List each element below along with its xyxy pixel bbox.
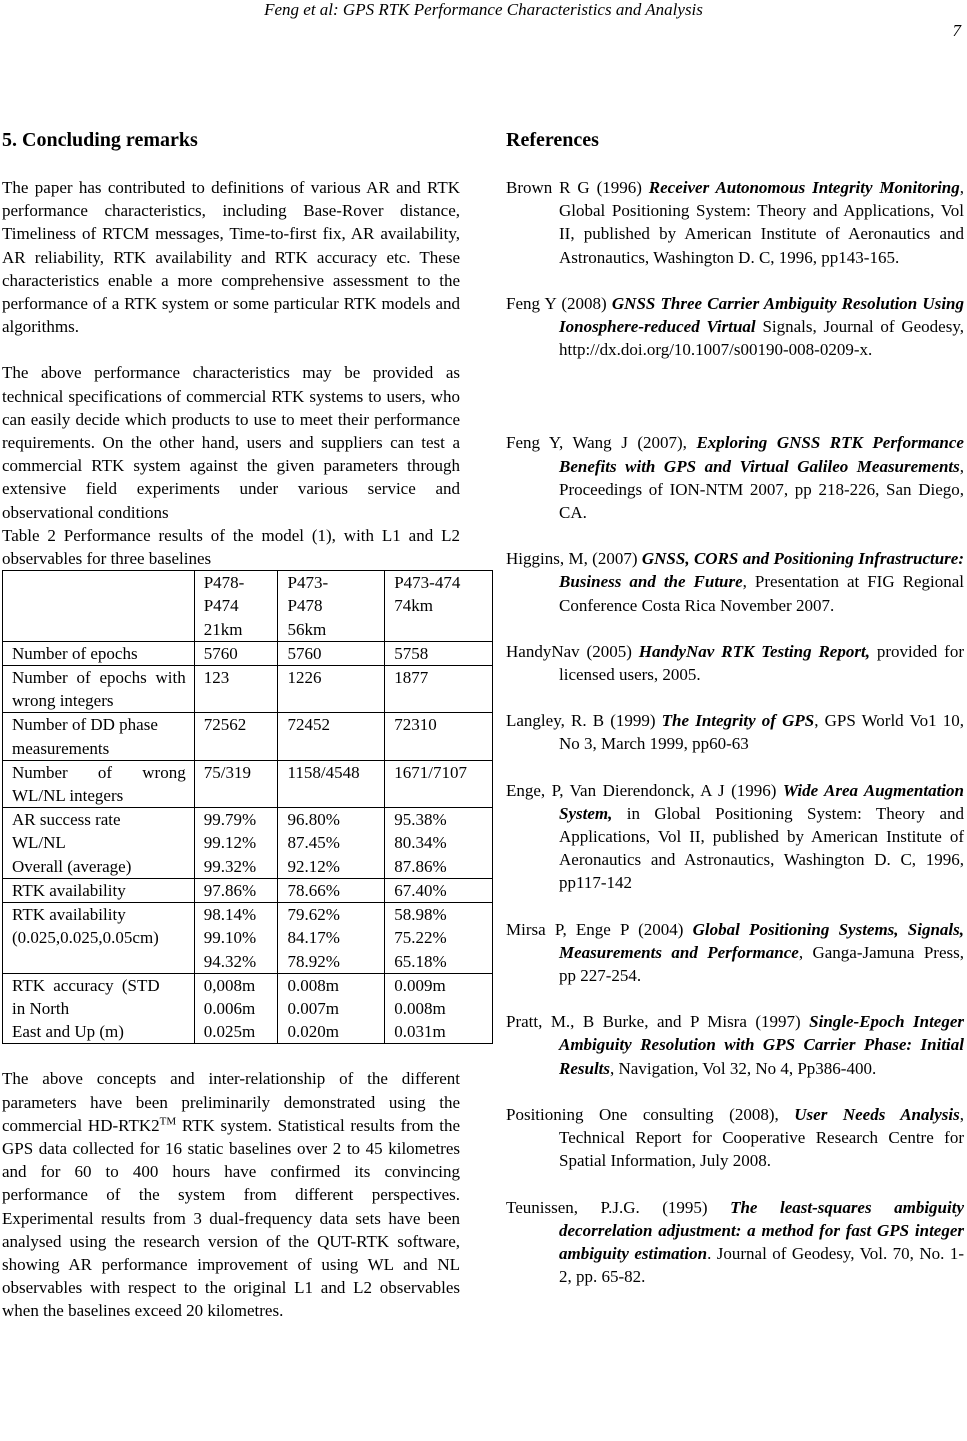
right-column <box>506 127 964 1288</box>
table-cell: 72452 <box>278 713 385 760</box>
paragraph-3: The above concepts and inter-relationship of the different parameters have been preliminarily demonstrated using the commercial HD-RTK2™ RTK system. Statistical results from the GPS data collected for 16 static baselines over 2 to 45 kilometres and for 60 to 400 hours have confirmed its convincing performance of the system from different perspectives. Experimental results from 3 dual-frequency data sets have been analysed using the research version of the QUT-RTK software, showing AR performance improvement of using WL and NL observables with respect to the original L1 and L2 observables when the baselines exceed 20 kilometres. <box>2 1069 460 1321</box>
table-column-header: P478- P474 21km <box>194 571 278 642</box>
table-cell: 96.80% 87.45% 92.12% <box>278 808 385 879</box>
reference-item: Pratt, M., B Burke, and P Misra (1997) Single-Epoch Integer Ambiguity Resolution with GPS Carrier Phase: Initial Results, Navigation, Vol 32, No 4, Pp386-400. <box>506 1012 964 1078</box>
table-row <box>3 760 493 807</box>
table-header-row <box>3 571 493 642</box>
table-cell: 75/319 <box>194 760 278 807</box>
table-row-label: Number of epochs with wrong integers <box>3 666 195 713</box>
reference-item: Brown R G (1996) Receiver Autonomous Integrity Monitoring, Global Positioning System: Theory and Applications, Vol II, published by American Institute of Aeronautics and Astronautics, Washington D. C, 1996, pp143-165. <box>506 178 964 267</box>
reference-item: Feng Y, Wang J (2007), Exploring GNSS RTK Performance Benefits with GPS and Virtual Galileo Measurements, Proceedings of ION-NTM 2007, pp 218-226, San Diego, CA. <box>506 433 964 523</box>
table-row <box>3 878 493 902</box>
section-heading-references: References <box>506 129 599 151</box>
table-cell: 123 <box>194 666 278 713</box>
table-cell: 1877 <box>385 666 493 713</box>
table-row-label: RTK accuracy (STD in North East and Up (m) <box>3 973 195 1044</box>
results-table <box>2 570 493 1044</box>
reference-item: Enge, P, Van Dierendonck, A J (1996) Wide Area Augmentation System, in Global Positioning System: Theory and Applications, Vol II, published by American Institute of Aeronautics and Astronautics, Washington D. C, 1996, pp117-142 <box>506 780 964 893</box>
paragraph-2: The above performance characteristics may be provided as technical specifications of commercial RTK systems to users, who can easily decide which products to use to meet their performance requirements. On the other hand, users and suppliers can test a commercial RTK system against the given parameters through extensive field experiments under various service and observational conditions <box>2 363 460 522</box>
table-cell: 5760 <box>194 641 278 665</box>
running-title: Feng et al: GPS RTK Performance Characteristics and Analysis <box>264 0 703 19</box>
table-row-label: RTK availability <box>3 878 195 902</box>
table-row <box>3 808 493 879</box>
trademark-mark: TM <box>159 1115 177 1128</box>
table-row <box>3 713 493 760</box>
table-cell: 99.79% 99.12% 99.32% <box>194 808 278 879</box>
table-row-label: RTK availability (0.025,0.025,0.05cm) <box>3 903 195 974</box>
table-cell: 72562 <box>194 713 278 760</box>
table-column-header: P473- P478 56km <box>278 571 385 642</box>
reference-item: Higgins, M, (2007) GNSS, CORS and Positioning Infrastructure: Business and the Future, Presentation at FIG Regional Conference Costa Rica November 2007. <box>506 549 965 615</box>
table-row <box>3 903 493 974</box>
table-cell: 0.008m 0.007m 0.020m <box>278 973 385 1044</box>
table-cell: 67.40% <box>385 878 493 902</box>
reference-item: Mirsa P, Enge P (2004) Global Positioning Systems, Signals, Measurements and Performance, Ganga-Jamuna Press, pp 227-254. <box>506 919 964 986</box>
table-cell: 58.98% 75.22% 65.18% <box>385 903 493 974</box>
table-row-label: Number of wrong WL/NL integers <box>3 760 195 807</box>
table-cell: 1226 <box>278 666 385 713</box>
reference-item: Feng Y (2008) GNSS Three Carrier Ambiguity Resolution Using Ionosphere-reduced Virtual Signals, Journal of Geodesy, http://dx.doi.org/10.1007/s00190-008-0209-x. <box>506 293 965 360</box>
table-cell: 1158/4548 <box>278 760 385 807</box>
reference-item: HandyNav (2005) HandyNav RTK Testing Report, provided for licensed users, 2005. <box>506 641 965 685</box>
table-cell: 98.14% 99.10% 94.32% <box>194 903 278 974</box>
table-cell: 0.009m 0.008m 0.031m <box>385 973 493 1044</box>
table-row <box>3 666 493 713</box>
table-cell: 72310 <box>385 713 493 760</box>
table-caption: Table 2 Performance results of the model (1), with L1 and L2 observables for three baselines <box>2 525 460 569</box>
left-column <box>2 127 467 1323</box>
table-column-header: P473-474 74km <box>385 571 493 642</box>
table-cell: 0,008m 0.006m 0.025m <box>194 973 278 1044</box>
table-cell: 1671/7107 <box>385 760 493 807</box>
table-cell: 78.66% <box>278 878 385 902</box>
page-number: 7 <box>952 21 961 40</box>
table-cell: 79.62% 84.17% 78.92% <box>278 903 385 974</box>
table-row <box>3 973 493 1044</box>
reference-item: Teunissen, P.J.G. (1995) The least-squares ambiguity decorrelation adjustment: a method for fast GPS integer ambiguity estimation. Journal of Geodesy, Vol. 70, No. 1-2, pp. 65-82. <box>506 1197 964 1287</box>
table-row <box>3 641 493 665</box>
reference-item: Positioning One consulting (2008), User Needs Analysis, Technical Report for Cooperative Research Centre for Spatial Information, July 2008. <box>506 1104 964 1171</box>
table-row-label: Number of DD phase measurements <box>3 713 195 760</box>
table-cell: 97.86% <box>194 878 278 902</box>
table-row-label: AR success rate WL/NL Overall (average) <box>3 808 195 879</box>
reference-item: Langley, R. B (1999) The Integrity of GPS, GPS World Vo1 10, No 3, March 1999, pp60-63 <box>506 711 964 754</box>
table-row-label: Number of epochs <box>3 641 195 665</box>
paragraph-1: The paper has contributed to definitions of various AR and RTK performance characteristics, including Base-Rover distance, Timeliness of RTCM messages, Time-to-first fix, AR availability, AR reliability, RTK availability and RTK accuracy etc. These characteristics enable a more comprehensive assessment to the performance of a RTK system or some particular RTK models and algorithms. <box>2 178 460 337</box>
table-cell: 95.38% 80.34% 87.86% <box>385 808 493 879</box>
table-cell: 5760 <box>278 641 385 665</box>
table-corner-cell <box>3 571 195 642</box>
table-cell: 5758 <box>385 641 493 665</box>
section-heading-concluding-remarks: 5. Concluding remarks <box>2 129 198 151</box>
